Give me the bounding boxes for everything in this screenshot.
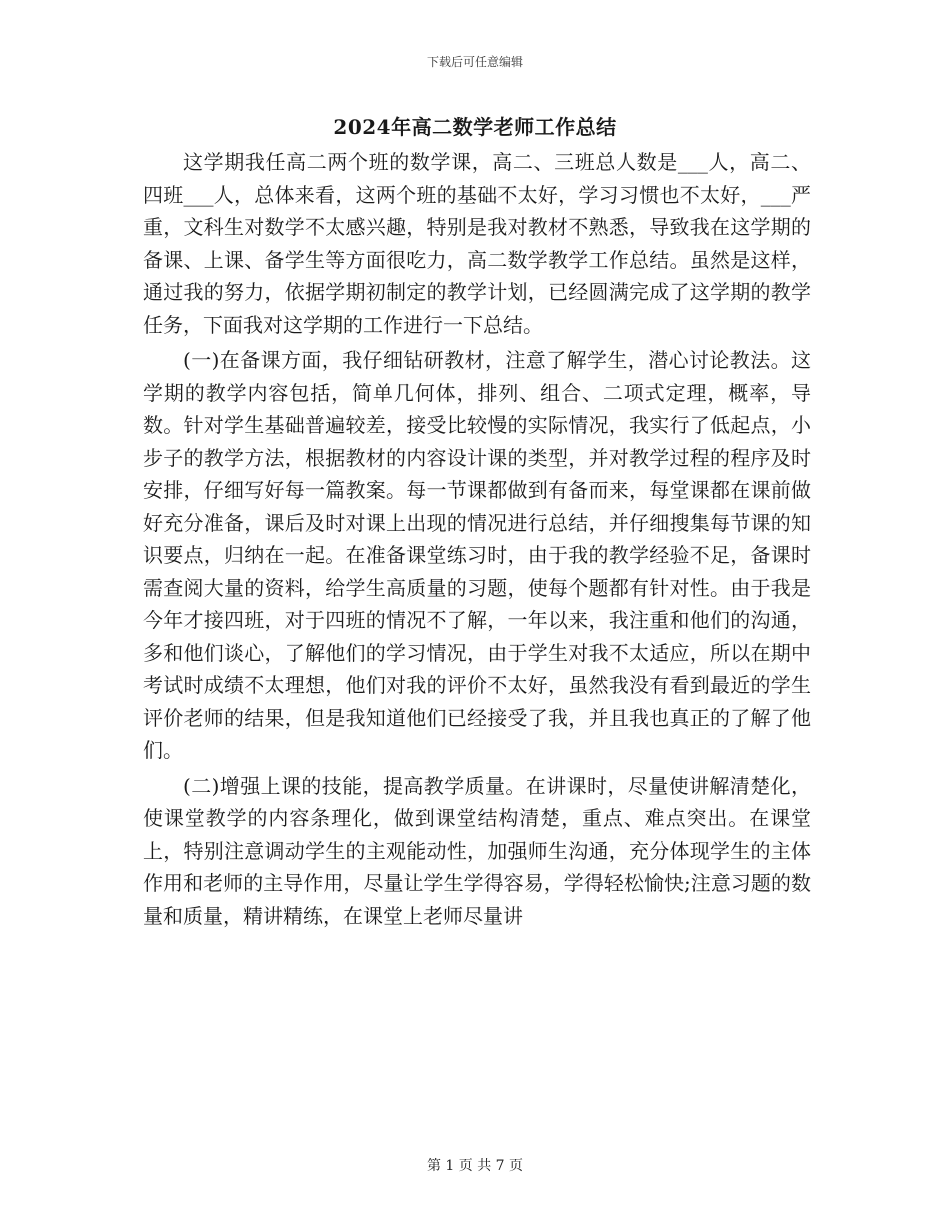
document-body xyxy=(143,146,811,935)
page-indicator: 第 1 页 共 7 页 xyxy=(426,1158,524,1174)
header-note: 下载后可任意编辑 xyxy=(426,55,523,69)
paragraph-intro: 这学期我任高二两个班的数学课，高二、三班总人数是___人，高二、四班___人，总体来看，这两个班的基础不太好，学习习惯也不太好，___严重，文科生对数学不太感兴趣，特别是我对教材不熟悉，导致我在这学期的备课、上课、备学生等方面很吃力，高二数学教学工作总结。虽然是这样，通过我的努力，依据学期初制定的教学计划，已经圆满完成了这学期的教学任务，下面我对这学期的工作进行一下总结。 xyxy=(143,150,811,337)
paragraph-lesson-preparation: (一)在备课方面，我仔细钻研教材，注意了解学生，潜心讨论教法。这学期的教学内容包括，简单几何体，排列、组合、二项式定理，概率，导数。针对学生基础普遍较差，接受比较慢的实际情况，我实行了低起点，小步子的教学方法，根据教材的内容设计课的类型，并对教学过程的程序及时安排，仔细写好每一篇教案。每一节课都做到有备而来，每堂课都在课前做好充分准备，课后及时对课上出现的情况进行总结，并仔细搜集每节课的知识要点，归纳在一起。在准备课堂练习时，由于我的教学经验不足，备课时需查阅大量的资料，给学生高质量的习题，使每个题都有针对性。由于我是今年才接四班，对于四班的情况不了解，一年以来，我注重和他们的沟通，多和他们谈心，了解他们的学习情况，由于学生对我不太适应，所以在期中考试时成绩不太理想，他们对我的评价不太好，虽然我没有看到最近的学生评价老师的结果，但是我知道他们已经接受了我，并且我也真正的了解了他们。 xyxy=(143,348,811,762)
paragraph-teaching-skills: (二)增强上课的技能，提高教学质量。在讲课时，尽量使讲解清楚化，使课堂教学的内容条理化，做到课堂结构清楚，重点、难点突出。在课堂上，特别注意调动学生的主观能动性，加强师生沟通，充分体现学生的主体作用和老师的主导作用，尽量让学生学得容易，学得轻松愉快;注意习题的数量和质量，精讲精练，在课堂上老师尽量讲 xyxy=(143,773,811,928)
document-title: 2024年高二数学老师工作总结 xyxy=(333,115,617,139)
